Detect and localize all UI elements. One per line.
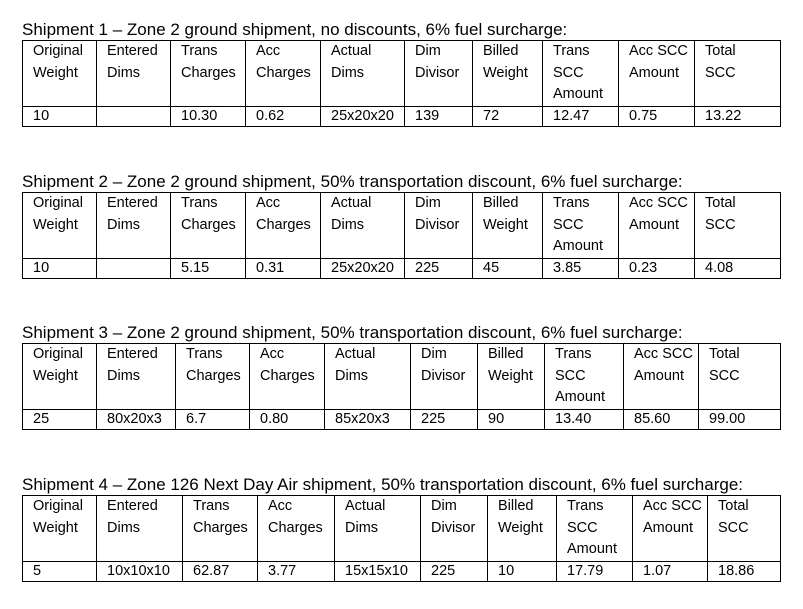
header-acc-scc-amount [619, 41, 695, 107]
header-line: Charges [256, 216, 311, 233]
header-dim-divisor [421, 496, 488, 562]
header-line: Weight [488, 367, 533, 384]
cell-original-weight: 10 [23, 258, 97, 278]
header-line: Weight [33, 64, 78, 81]
cell-dim-divisor: 225 [411, 409, 478, 429]
header-line: Amount [629, 64, 679, 81]
header-actual-dims [321, 41, 405, 107]
cell-acc-charges: 0.62 [246, 106, 321, 126]
header-actual-dims [325, 344, 411, 410]
header-total-scc [695, 41, 781, 107]
header-original-weight [23, 496, 97, 562]
header-line: Billed [483, 195, 519, 211]
header-line: Dims [331, 216, 365, 233]
cell-billed-weight: 10 [488, 561, 557, 581]
header-acc-charges [258, 496, 335, 562]
cell-trans-charges: 5.15 [171, 258, 246, 278]
cell-dim-divisor: 139 [405, 106, 473, 126]
header-acc-charges [246, 41, 321, 107]
header-entered-dims [97, 344, 176, 410]
cell-original-weight: 5 [23, 561, 97, 581]
header-line: Charges [256, 64, 311, 81]
shipment-table [22, 40, 781, 127]
shipment-1-section [22, 20, 780, 127]
cell-acc-scc-amount: 85.60 [624, 409, 699, 429]
cell-original-weight: 10 [23, 106, 97, 126]
cell-original-weight: 25 [23, 409, 97, 429]
header-line: Dim [415, 43, 441, 59]
header-dim-divisor [405, 41, 473, 107]
header-dim-divisor [411, 344, 478, 410]
header-line: Acc SCC [629, 195, 688, 211]
shipment-heading: Shipment 1 – Zone 2 ground shipment, no discounts, 6% fuel surcharge: [22, 20, 568, 39]
header-line: Acc SCC [634, 346, 693, 362]
header-total-scc [708, 496, 781, 562]
header-line: Amount [643, 519, 693, 536]
header-line: Total [705, 43, 736, 59]
shipment-table [22, 495, 781, 582]
cell-acc-charges: 3.77 [258, 561, 335, 581]
header-entered-dims [97, 193, 171, 259]
cell-trans-charges: 6.7 [176, 409, 250, 429]
header-original-weight [23, 344, 97, 410]
header-trans-charges [176, 344, 250, 410]
header-line: Weight [33, 519, 78, 536]
header-line: Amount [555, 389, 605, 405]
header-entered-dims [97, 41, 171, 107]
header-line: Amount [553, 86, 603, 102]
cell-entered-dims [97, 258, 171, 278]
header-line: Entered [107, 346, 158, 362]
header-line: Total [718, 498, 749, 514]
header-line: Actual [335, 346, 376, 362]
header-line: Billed [488, 346, 524, 362]
header-line: Divisor [431, 519, 476, 536]
cell-actual-dims: 25x20x20 [321, 258, 405, 278]
cell-acc-scc-amount: 0.75 [619, 106, 695, 126]
header-line: Dims [107, 64, 141, 81]
header-line: Charges [268, 519, 323, 536]
table-row [23, 561, 781, 581]
header-original-weight [23, 193, 97, 259]
header-line: Amount [553, 238, 603, 254]
table-header-row [23, 496, 781, 562]
header-total-scc [699, 344, 781, 410]
header-line: Trans [181, 195, 218, 211]
header-line: Dims [107, 519, 141, 536]
shipment-heading: Shipment 3 – Zone 2 ground shipment, 50% transportation discount, 6% fuel surcharge: [22, 323, 683, 342]
header-line: Divisor [421, 367, 466, 384]
header-line: Original [33, 43, 83, 59]
header-line: Dim [421, 346, 447, 362]
shipment-table [22, 192, 781, 279]
header-actual-dims [321, 193, 405, 259]
cell-dim-divisor: 225 [421, 561, 488, 581]
cell-entered-dims [97, 106, 171, 126]
header-line: Amount [567, 541, 617, 557]
header-line: SCC [705, 216, 736, 233]
cell-trans-scc-amount: 12.47 [543, 106, 619, 126]
cell-actual-dims: 85x20x3 [325, 409, 411, 429]
header-billed-weight [473, 41, 543, 107]
header-line: Weight [33, 216, 78, 233]
header-line: Weight [483, 216, 528, 233]
header-line: Billed [498, 498, 534, 514]
header-line: Acc [256, 195, 281, 211]
header-line: Charges [181, 216, 236, 233]
header-total-scc [695, 193, 781, 259]
header-line: Acc [256, 43, 281, 59]
header-line: Acc SCC [629, 43, 688, 59]
cell-total-scc: 99.00 [699, 409, 781, 429]
header-line: Charges [260, 367, 315, 384]
header-line: Weight [483, 64, 528, 81]
cell-trans-scc-amount: 13.40 [545, 409, 624, 429]
header-line: SCC [553, 64, 584, 81]
header-trans-scc-amount [543, 41, 619, 107]
header-line: Dims [345, 519, 379, 536]
header-line: Trans [555, 346, 592, 362]
table-header-row [23, 344, 781, 410]
cell-billed-weight: 45 [473, 258, 543, 278]
cell-total-scc: 13.22 [695, 106, 781, 126]
header-line: Acc [260, 346, 285, 362]
cell-actual-dims: 25x20x20 [321, 106, 405, 126]
header-line: Original [33, 498, 83, 514]
header-line: Trans [553, 43, 590, 59]
cell-trans-charges: 10.30 [171, 106, 246, 126]
header-line: Divisor [415, 64, 460, 81]
header-line: Trans [567, 498, 604, 514]
header-line: SCC [709, 367, 740, 384]
header-line: Amount [629, 216, 679, 233]
header-line: Total [705, 195, 736, 211]
header-trans-scc-amount [545, 344, 624, 410]
header-acc-charges [250, 344, 325, 410]
header-acc-scc-amount [633, 496, 708, 562]
header-trans-charges [171, 193, 246, 259]
cell-trans-scc-amount: 17.79 [557, 561, 633, 581]
header-line: Trans [193, 498, 230, 514]
header-billed-weight [473, 193, 543, 259]
header-line: Original [33, 195, 83, 211]
cell-acc-charges: 0.31 [246, 258, 321, 278]
header-line: Actual [345, 498, 386, 514]
header-line: Trans [186, 346, 223, 362]
shipment-table [22, 343, 781, 430]
header-line: Charges [181, 64, 236, 81]
header-line: Charges [193, 519, 248, 536]
table-header-row [23, 41, 781, 107]
table-row [23, 258, 781, 278]
header-line: Entered [107, 498, 158, 514]
header-line: SCC [567, 519, 598, 536]
header-line: Weight [498, 519, 543, 536]
cell-acc-scc-amount: 1.07 [633, 561, 708, 581]
table-row [23, 409, 781, 429]
header-acc-charges [246, 193, 321, 259]
cell-entered-dims: 80x20x3 [97, 409, 176, 429]
header-dim-divisor [405, 193, 473, 259]
shipment-heading: Shipment 2 – Zone 2 ground shipment, 50% transportation discount, 6% fuel surcharge: [22, 172, 683, 191]
header-trans-scc-amount [543, 193, 619, 259]
cell-trans-scc-amount: 3.85 [543, 258, 619, 278]
header-line: SCC [555, 367, 586, 384]
header-line: Entered [107, 195, 158, 211]
cell-total-scc: 18.86 [708, 561, 781, 581]
header-line: SCC [718, 519, 749, 536]
header-line: Trans [553, 195, 590, 211]
header-line: Dims [335, 367, 369, 384]
shipment-4-section [22, 475, 780, 582]
header-line: Actual [331, 43, 372, 59]
cell-dim-divisor: 225 [405, 258, 473, 278]
cell-acc-scc-amount: 0.23 [619, 258, 695, 278]
header-trans-charges [183, 496, 258, 562]
header-line: Trans [181, 43, 218, 59]
header-line: Actual [331, 195, 372, 211]
header-line: SCC [705, 64, 736, 81]
table-row [23, 106, 781, 126]
header-entered-dims [97, 496, 183, 562]
header-line: Original [33, 346, 83, 362]
shipment-2-section [22, 172, 780, 279]
header-line: Acc [268, 498, 293, 514]
header-line: Dims [107, 367, 141, 384]
cell-entered-dims: 10x10x10 [97, 561, 183, 581]
header-trans-charges [171, 41, 246, 107]
cell-billed-weight: 72 [473, 106, 543, 126]
header-line: Dims [331, 64, 365, 81]
header-line: Charges [186, 367, 241, 384]
header-billed-weight [488, 496, 557, 562]
header-line: Dim [415, 195, 441, 211]
header-acc-scc-amount [624, 344, 699, 410]
header-line: Acc SCC [643, 498, 702, 514]
shipment-heading: Shipment 4 – Zone 126 Next Day Air shipment, 50% transportation discount, 6% fuel surcharge: [22, 475, 744, 494]
header-line: Billed [483, 43, 519, 59]
header-line: Amount [634, 367, 684, 384]
header-line: Dims [107, 216, 141, 233]
cell-total-scc: 4.08 [695, 258, 781, 278]
header-billed-weight [478, 344, 545, 410]
header-line: Divisor [415, 216, 460, 233]
header-acc-scc-amount [619, 193, 695, 259]
cell-trans-charges: 62.87 [183, 561, 258, 581]
header-original-weight [23, 41, 97, 107]
header-line: Weight [33, 367, 78, 384]
cell-billed-weight: 90 [478, 409, 545, 429]
header-actual-dims [335, 496, 421, 562]
header-line: Total [709, 346, 740, 362]
header-line: SCC [553, 216, 584, 233]
cell-actual-dims: 15x15x10 [335, 561, 421, 581]
table-header-row [23, 193, 781, 259]
header-line: Dim [431, 498, 457, 514]
cell-acc-charges: 0.80 [250, 409, 325, 429]
header-line: Entered [107, 43, 158, 59]
shipment-3-section [22, 323, 780, 430]
header-trans-scc-amount [557, 496, 633, 562]
